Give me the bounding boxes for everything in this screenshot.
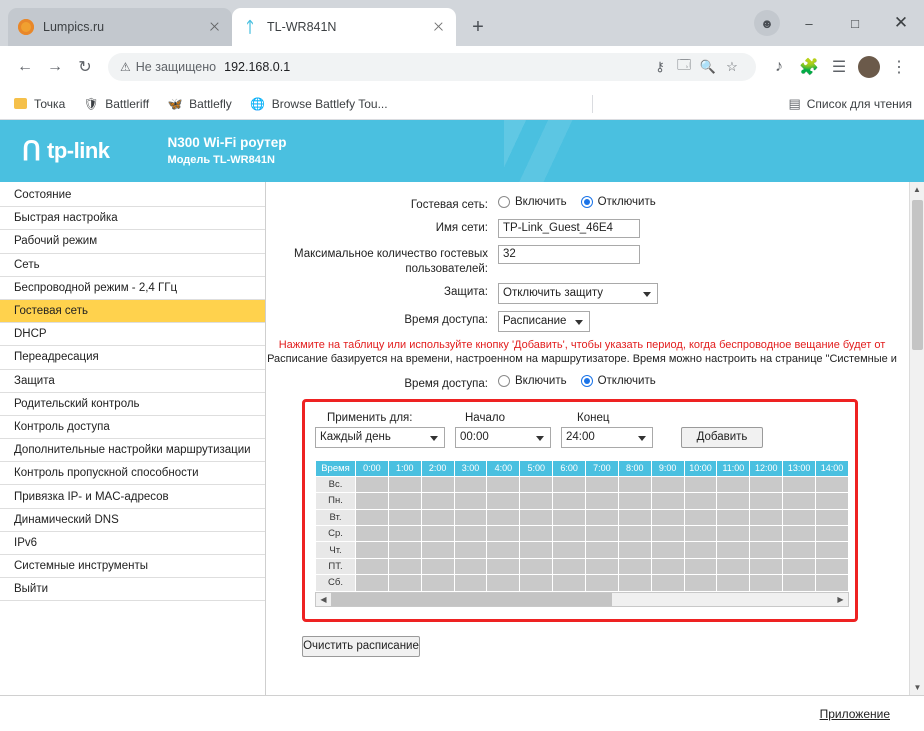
- schedule-cell[interactable]: [421, 575, 454, 591]
- schedule-cell[interactable]: [618, 575, 651, 591]
- schedule-cell[interactable]: [783, 476, 816, 492]
- end-label: Конец: [577, 411, 610, 424]
- schedule-cell[interactable]: [717, 542, 750, 558]
- schedule-cell[interactable]: [684, 509, 717, 525]
- access-time-select[interactable]: Расписание: [498, 311, 590, 332]
- security-indicator[interactable]: [120, 60, 216, 74]
- guest-network-label: Гостевая сеть:: [410, 199, 488, 211]
- radio-enable[interactable]: [498, 375, 510, 387]
- sidebar-item-bandwidth-control[interactable]: Контроль пропускной способности: [0, 462, 265, 485]
- butterfly-icon: 🦋: [167, 96, 183, 111]
- schedule-note-red: Нажмите на таблицу или используйте кнопку 'Добавить', чтобы указать период, когда беспроводное вещание будет от: [278, 339, 886, 352]
- radio-enable-label: Включить: [515, 375, 567, 388]
- sidebar-item-operation-mode[interactable]: Рабочий режим: [0, 230, 265, 253]
- sidebar-item-logout[interactable]: Выйти: [0, 578, 265, 601]
- hour-header: 2:00: [421, 460, 454, 476]
- bookmark-battleriff[interactable]: [83, 96, 149, 112]
- schedule-cell[interactable]: [356, 542, 389, 558]
- schedule-cell[interactable]: [454, 526, 487, 542]
- schedule-cell[interactable]: [618, 526, 651, 542]
- hour-header: 11:00: [717, 460, 750, 476]
- schedule-cell[interactable]: [454, 476, 487, 492]
- schedule-cell[interactable]: [388, 509, 421, 525]
- tab-title: TL-WR841N: [267, 20, 337, 34]
- schedule-cell[interactable]: [520, 493, 553, 509]
- close-icon[interactable]: [430, 19, 446, 35]
- schedule-cell[interactable]: [520, 575, 553, 591]
- schedule-cell[interactable]: [388, 526, 421, 542]
- table-row: [316, 526, 849, 542]
- schedule-cell[interactable]: [717, 476, 750, 492]
- access-time2-radio-group: [498, 375, 898, 387]
- day-label: Ср.: [316, 526, 356, 542]
- schedule-cell[interactable]: [750, 558, 783, 574]
- schedule-cell[interactable]: [586, 493, 619, 509]
- minimize-button[interactable]: –: [805, 15, 813, 31]
- page-body: [0, 182, 924, 695]
- security-text: Не защищено: [135, 60, 217, 74]
- tab-tlwr841n[interactable]: [232, 8, 456, 46]
- schedule-cell[interactable]: [684, 476, 717, 492]
- schedule-cell[interactable]: [421, 558, 454, 574]
- scroll-left-icon[interactable]: ◀: [320, 594, 327, 604]
- table-row: [316, 493, 849, 509]
- new-tab-button[interactable]: +: [472, 15, 484, 38]
- schedule-cell[interactable]: [651, 526, 684, 542]
- table-row: [316, 509, 849, 525]
- schedule-cell[interactable]: [553, 558, 586, 574]
- schedule-cell[interactable]: [783, 509, 816, 525]
- schedule-cell[interactable]: [783, 558, 816, 574]
- schedule-cell[interactable]: [454, 493, 487, 509]
- schedule-cell[interactable]: [816, 575, 849, 591]
- reading-list-icon: ▤: [788, 95, 801, 111]
- schedule-cell[interactable]: [487, 542, 520, 558]
- schedule-cell[interactable]: [717, 493, 750, 509]
- hour-header: 0:00: [356, 460, 389, 476]
- day-label: Вт.: [316, 509, 356, 525]
- access-time-label: Время доступа:: [404, 314, 488, 327]
- schedule-cell[interactable]: [388, 476, 421, 492]
- schedule-cell[interactable]: [684, 526, 717, 542]
- tplink-icon: ᛏ: [245, 18, 255, 36]
- tab-strip: [0, 0, 924, 46]
- schedule-cell[interactable]: [783, 575, 816, 591]
- schedule-cell[interactable]: [421, 526, 454, 542]
- schedule-cell[interactable]: [684, 558, 717, 574]
- globe-icon: 🌐: [250, 96, 266, 111]
- tplink-logo: [22, 138, 110, 164]
- sidebar-item-status[interactable]: Состояние: [0, 184, 265, 207]
- application-link[interactable]: Приложение: [819, 706, 890, 721]
- schedule-table-wrap: [315, 460, 849, 592]
- key-icon[interactable]: ⚷: [655, 59, 665, 74]
- bookmarks-bar: [0, 88, 924, 120]
- router-page: [0, 120, 924, 731]
- maximize-button[interactable]: □: [851, 15, 859, 31]
- schedule-cell[interactable]: [816, 493, 849, 509]
- tab-lumpics[interactable]: [8, 8, 232, 46]
- sidebar-item-guest-network[interactable]: Гостевая сеть: [0, 300, 265, 323]
- content-vertical-scrollbar[interactable]: [909, 182, 924, 695]
- schedule-cell[interactable]: [684, 575, 717, 591]
- schedule-cell[interactable]: [356, 575, 389, 591]
- guest-network-form: [266, 182, 924, 657]
- radio-enable[interactable]: [498, 196, 510, 208]
- hour-header: 9:00: [651, 460, 684, 476]
- sidebar-item-ip-mac-binding[interactable]: Привязка IP- и MAC-адресов: [0, 485, 265, 508]
- table-row: [316, 575, 849, 591]
- star-icon[interactable]: ☆: [726, 59, 738, 74]
- reading-list-button[interactable]: [788, 96, 912, 112]
- schedule-cell[interactable]: [586, 558, 619, 574]
- menu-icon[interactable]: ⋮: [891, 59, 907, 76]
- bookmark-label: Точка: [34, 96, 66, 111]
- schedule-cell[interactable]: [750, 526, 783, 542]
- field-ssid: [266, 219, 898, 238]
- sidebar-item-access-control[interactable]: Контроль доступа: [0, 416, 265, 439]
- browser-toolbar: [0, 46, 924, 88]
- schedule-cell[interactable]: [750, 493, 783, 509]
- schedule-cell[interactable]: [553, 526, 586, 542]
- circle-orange-icon: [18, 19, 34, 35]
- field-max-users: [266, 245, 898, 276]
- schedule-cell[interactable]: [388, 558, 421, 574]
- omnibox-icons: [648, 55, 744, 79]
- bookmark-label: Battlefly: [189, 96, 232, 111]
- bookmark-label: Browse Battlefy Tou...: [271, 96, 388, 111]
- forward-icon[interactable]: →: [47, 58, 63, 75]
- schedule-cell[interactable]: [553, 493, 586, 509]
- schedule-cell[interactable]: [553, 542, 586, 558]
- music-icon[interactable]: ♪: [775, 58, 783, 75]
- schedule-cell[interactable]: [454, 509, 487, 525]
- schedule-cell[interactable]: [454, 575, 487, 591]
- radio-disable[interactable]: [581, 375, 593, 387]
- radio-disable[interactable]: [581, 196, 593, 208]
- sidebar-item-quick-setup[interactable]: Быстрая настройка: [0, 207, 265, 230]
- sidebar: [0, 182, 266, 695]
- sidebar-item-security[interactable]: Защита: [0, 370, 265, 393]
- schedule-cell[interactable]: [816, 509, 849, 525]
- schedule-cell[interactable]: [520, 509, 553, 525]
- schedule-cell[interactable]: [618, 558, 651, 574]
- field-access-time: [266, 311, 898, 332]
- tab-title: Lumpics.ru: [43, 20, 105, 34]
- schedule-cell[interactable]: [750, 575, 783, 591]
- apply-to-label: Применить для:: [327, 411, 413, 424]
- search-icon[interactable]: 🔍: [699, 59, 717, 74]
- schedule-cell[interactable]: [487, 509, 520, 525]
- tplink-mark-icon: ᑎ: [22, 136, 42, 166]
- clear-schedule-button[interactable]: Очистить расписание: [302, 636, 420, 657]
- schedule-cell[interactable]: [421, 476, 454, 492]
- page-footer: [0, 695, 924, 731]
- sidebar-item-forwarding[interactable]: Переадресация: [0, 346, 265, 369]
- sidebar-item-wireless-24[interactable]: Беспроводной режим - 2,4 ГГц: [0, 277, 265, 300]
- scroll-thumb[interactable]: [912, 200, 923, 350]
- schedule-cell[interactable]: [651, 575, 684, 591]
- schedule-cell[interactable]: [618, 542, 651, 558]
- bookmark-browse-battlefy[interactable]: [250, 96, 388, 112]
- day-label: Пн.: [316, 493, 356, 509]
- scroll-thumb[interactable]: [331, 593, 612, 606]
- model-line2: Модель TL-WR841N: [167, 153, 275, 166]
- model-line1: N300 Wi-Fi роутер: [167, 135, 287, 151]
- schedule-cell[interactable]: [651, 476, 684, 492]
- bookmark-battlefly[interactable]: [167, 96, 232, 112]
- schedule-cell[interactable]: [388, 493, 421, 509]
- schedule-cell[interactable]: [651, 509, 684, 525]
- schedule-cell[interactable]: [356, 558, 389, 574]
- radio-disable-label: Отключить: [597, 196, 656, 208]
- schedule-cell[interactable]: [651, 493, 684, 509]
- start-time-select[interactable]: 00:00: [455, 427, 551, 448]
- shield-icon: 🛡: [83, 96, 99, 111]
- schedule-cell[interactable]: [520, 476, 553, 492]
- schedule-cell[interactable]: [816, 526, 849, 542]
- time-header: Время: [316, 460, 356, 476]
- schedule-cell[interactable]: [520, 526, 553, 542]
- schedule-cell[interactable]: [783, 526, 816, 542]
- schedule-cell[interactable]: [520, 542, 553, 558]
- bookmark-label: Battleriff: [105, 96, 150, 111]
- ssid-input[interactable]: TP-Link_Guest_46E4: [498, 219, 640, 238]
- field-access-time-2: [266, 375, 898, 391]
- schedule-cell[interactable]: [487, 476, 520, 492]
- schedule-cell[interactable]: [553, 476, 586, 492]
- url-text: 192.168.0.1: [224, 60, 291, 74]
- table-header-row: [316, 460, 849, 476]
- day-label: Чт.: [316, 542, 356, 558]
- schedule-note-black: Расписание базируется на времени, настроенном на маршрутизаторе. Время можно настроить на странице "Системные и: [267, 353, 897, 366]
- extensions-icon[interactable]: 🧩: [799, 59, 819, 76]
- max-users-label: Максимальное количество гостевых пользователей:: [294, 248, 488, 275]
- scroll-down-icon[interactable]: ▼: [913, 683, 922, 692]
- max-users-input[interactable]: 32: [498, 245, 640, 264]
- schedule-cell[interactable]: [586, 476, 619, 492]
- day-label: Вс.: [316, 476, 356, 492]
- sidebar-item-system-tools[interactable]: Системные инструменты: [0, 555, 265, 578]
- hour-header: 6:00: [553, 460, 586, 476]
- access-time2-label: Время доступа:: [404, 378, 488, 391]
- field-guest-network: [266, 196, 898, 212]
- scroll-track[interactable]: [331, 593, 833, 606]
- day-label: Сб.: [316, 575, 356, 591]
- schedule-cell[interactable]: [487, 575, 520, 591]
- schedule-cell[interactable]: [651, 558, 684, 574]
- hour-header: 4:00: [487, 460, 520, 476]
- schedule-cell[interactable]: [454, 542, 487, 558]
- hour-header: 8:00: [618, 460, 651, 476]
- schedule-cell[interactable]: [487, 558, 520, 574]
- content-area: [266, 182, 924, 695]
- router-header: [0, 120, 924, 182]
- schedule-cell[interactable]: [618, 476, 651, 492]
- schedule-cell[interactable]: [750, 542, 783, 558]
- scroll-right-icon[interactable]: ▶: [837, 594, 844, 604]
- bookmark-tochka[interactable]: [12, 96, 65, 112]
- schedule-cell[interactable]: [684, 493, 717, 509]
- table-row: [316, 476, 849, 492]
- schedule-cell[interactable]: [618, 493, 651, 509]
- schedule-cell[interactable]: [750, 476, 783, 492]
- schedule-cell[interactable]: [783, 542, 816, 558]
- warning-triangle-icon: ⚠: [120, 60, 131, 74]
- schedule-cell[interactable]: [586, 542, 619, 558]
- schedule-cell[interactable]: [586, 575, 619, 591]
- table-row: [316, 558, 849, 574]
- schedule-cell[interactable]: [553, 509, 586, 525]
- guest-network-radio-group: [498, 196, 898, 208]
- security-select[interactable]: Отключить защиту: [498, 283, 658, 304]
- schedule-cell[interactable]: [356, 509, 389, 525]
- sidebar-item-dhcp[interactable]: DHCP: [0, 323, 265, 346]
- hour-header: 3:00: [454, 460, 487, 476]
- radio-disable-label: Отключить: [597, 375, 656, 388]
- schedule-cell[interactable]: [717, 526, 750, 542]
- list-icon[interactable]: ☰: [831, 59, 847, 76]
- folder-icon: [12, 96, 28, 112]
- table-row: [316, 542, 849, 558]
- schedule-cell[interactable]: [816, 476, 849, 492]
- schedule-controls: [315, 427, 845, 448]
- sidebar-item-dynamic-dns[interactable]: Динамический DNS: [0, 509, 265, 532]
- schedule-cell[interactable]: [717, 558, 750, 574]
- schedule-cell[interactable]: [816, 542, 849, 558]
- reload-icon[interactable]: ↻: [78, 59, 92, 76]
- end-time-select[interactable]: 24:00: [561, 427, 653, 448]
- schedule-cell[interactable]: [651, 542, 684, 558]
- divider: [592, 95, 593, 113]
- schedule-cell[interactable]: [520, 558, 553, 574]
- close-icon[interactable]: [206, 19, 222, 35]
- schedule-cell[interactable]: [421, 542, 454, 558]
- window-controls: [754, 0, 924, 46]
- brand-name: tp-link: [47, 138, 110, 163]
- hour-header: 14:00: [816, 460, 849, 476]
- schedule-cell[interactable]: [618, 509, 651, 525]
- translate-icon[interactable]: 🗔: [676, 57, 692, 72]
- hour-header: 7:00: [586, 460, 619, 476]
- schedule-cell[interactable]: [388, 542, 421, 558]
- ssid-label: Имя сети:: [435, 222, 488, 235]
- schedule-cell[interactable]: [783, 493, 816, 509]
- schedule-cell[interactable]: [388, 575, 421, 591]
- reading-list-label: Список для чтения: [806, 96, 912, 111]
- back-icon[interactable]: ←: [17, 58, 33, 75]
- radio-enable-label: Включить: [515, 196, 567, 208]
- schedule-cell[interactable]: [421, 493, 454, 509]
- profile-avatar[interactable]: [854, 52, 884, 82]
- hour-header: 1:00: [388, 460, 421, 476]
- schedule-cell[interactable]: [487, 526, 520, 542]
- hour-header: 13:00: [783, 460, 816, 476]
- schedule-headers: [315, 412, 845, 424]
- scroll-up-icon[interactable]: ▲: [913, 185, 921, 194]
- schedule-cell[interactable]: [750, 509, 783, 525]
- sidebar-item-parental-control[interactable]: Родительский контроль: [0, 393, 265, 416]
- hour-header: 10:00: [684, 460, 717, 476]
- schedule-horizontal-scrollbar[interactable]: [315, 592, 849, 607]
- schedule-cell[interactable]: [487, 493, 520, 509]
- schedule-cell[interactable]: [684, 542, 717, 558]
- router-model: [168, 134, 287, 167]
- schedule-cell[interactable]: [816, 558, 849, 574]
- schedule-cell[interactable]: [553, 575, 586, 591]
- schedule-cell[interactable]: [586, 509, 619, 525]
- schedule-cell[interactable]: [586, 526, 619, 542]
- day-label: ПТ.: [316, 558, 356, 574]
- apply-to-select[interactable]: Каждый день: [315, 427, 445, 448]
- schedule-cell[interactable]: [356, 476, 389, 492]
- address-bar[interactable]: [108, 53, 756, 81]
- schedule-cell[interactable]: [454, 558, 487, 574]
- hour-header: 12:00: [750, 460, 783, 476]
- schedule-cell[interactable]: [717, 575, 750, 591]
- field-security: [266, 283, 898, 304]
- schedule-cell[interactable]: [717, 509, 750, 525]
- schedule-cell[interactable]: [421, 509, 454, 525]
- profile-badge-icon[interactable]: ☻: [754, 10, 780, 36]
- add-button[interactable]: Добавить: [681, 427, 763, 448]
- sidebar-item-advanced-routing[interactable]: Дополнительные настройки маршрутизации: [0, 439, 265, 462]
- sidebar-item-ipv6[interactable]: IPv6: [0, 532, 265, 555]
- schedule-panel: [302, 399, 858, 622]
- schedule-cell[interactable]: [356, 493, 389, 509]
- start-label: Начало: [465, 411, 506, 424]
- close-window-button[interactable]: ✕: [893, 13, 909, 32]
- security-label: Защита:: [444, 286, 488, 299]
- schedule-cell[interactable]: [356, 526, 389, 542]
- hour-header: 5:00: [520, 460, 553, 476]
- schedule-table[interactable]: [315, 460, 849, 592]
- sidebar-item-network[interactable]: Сеть: [0, 254, 265, 277]
